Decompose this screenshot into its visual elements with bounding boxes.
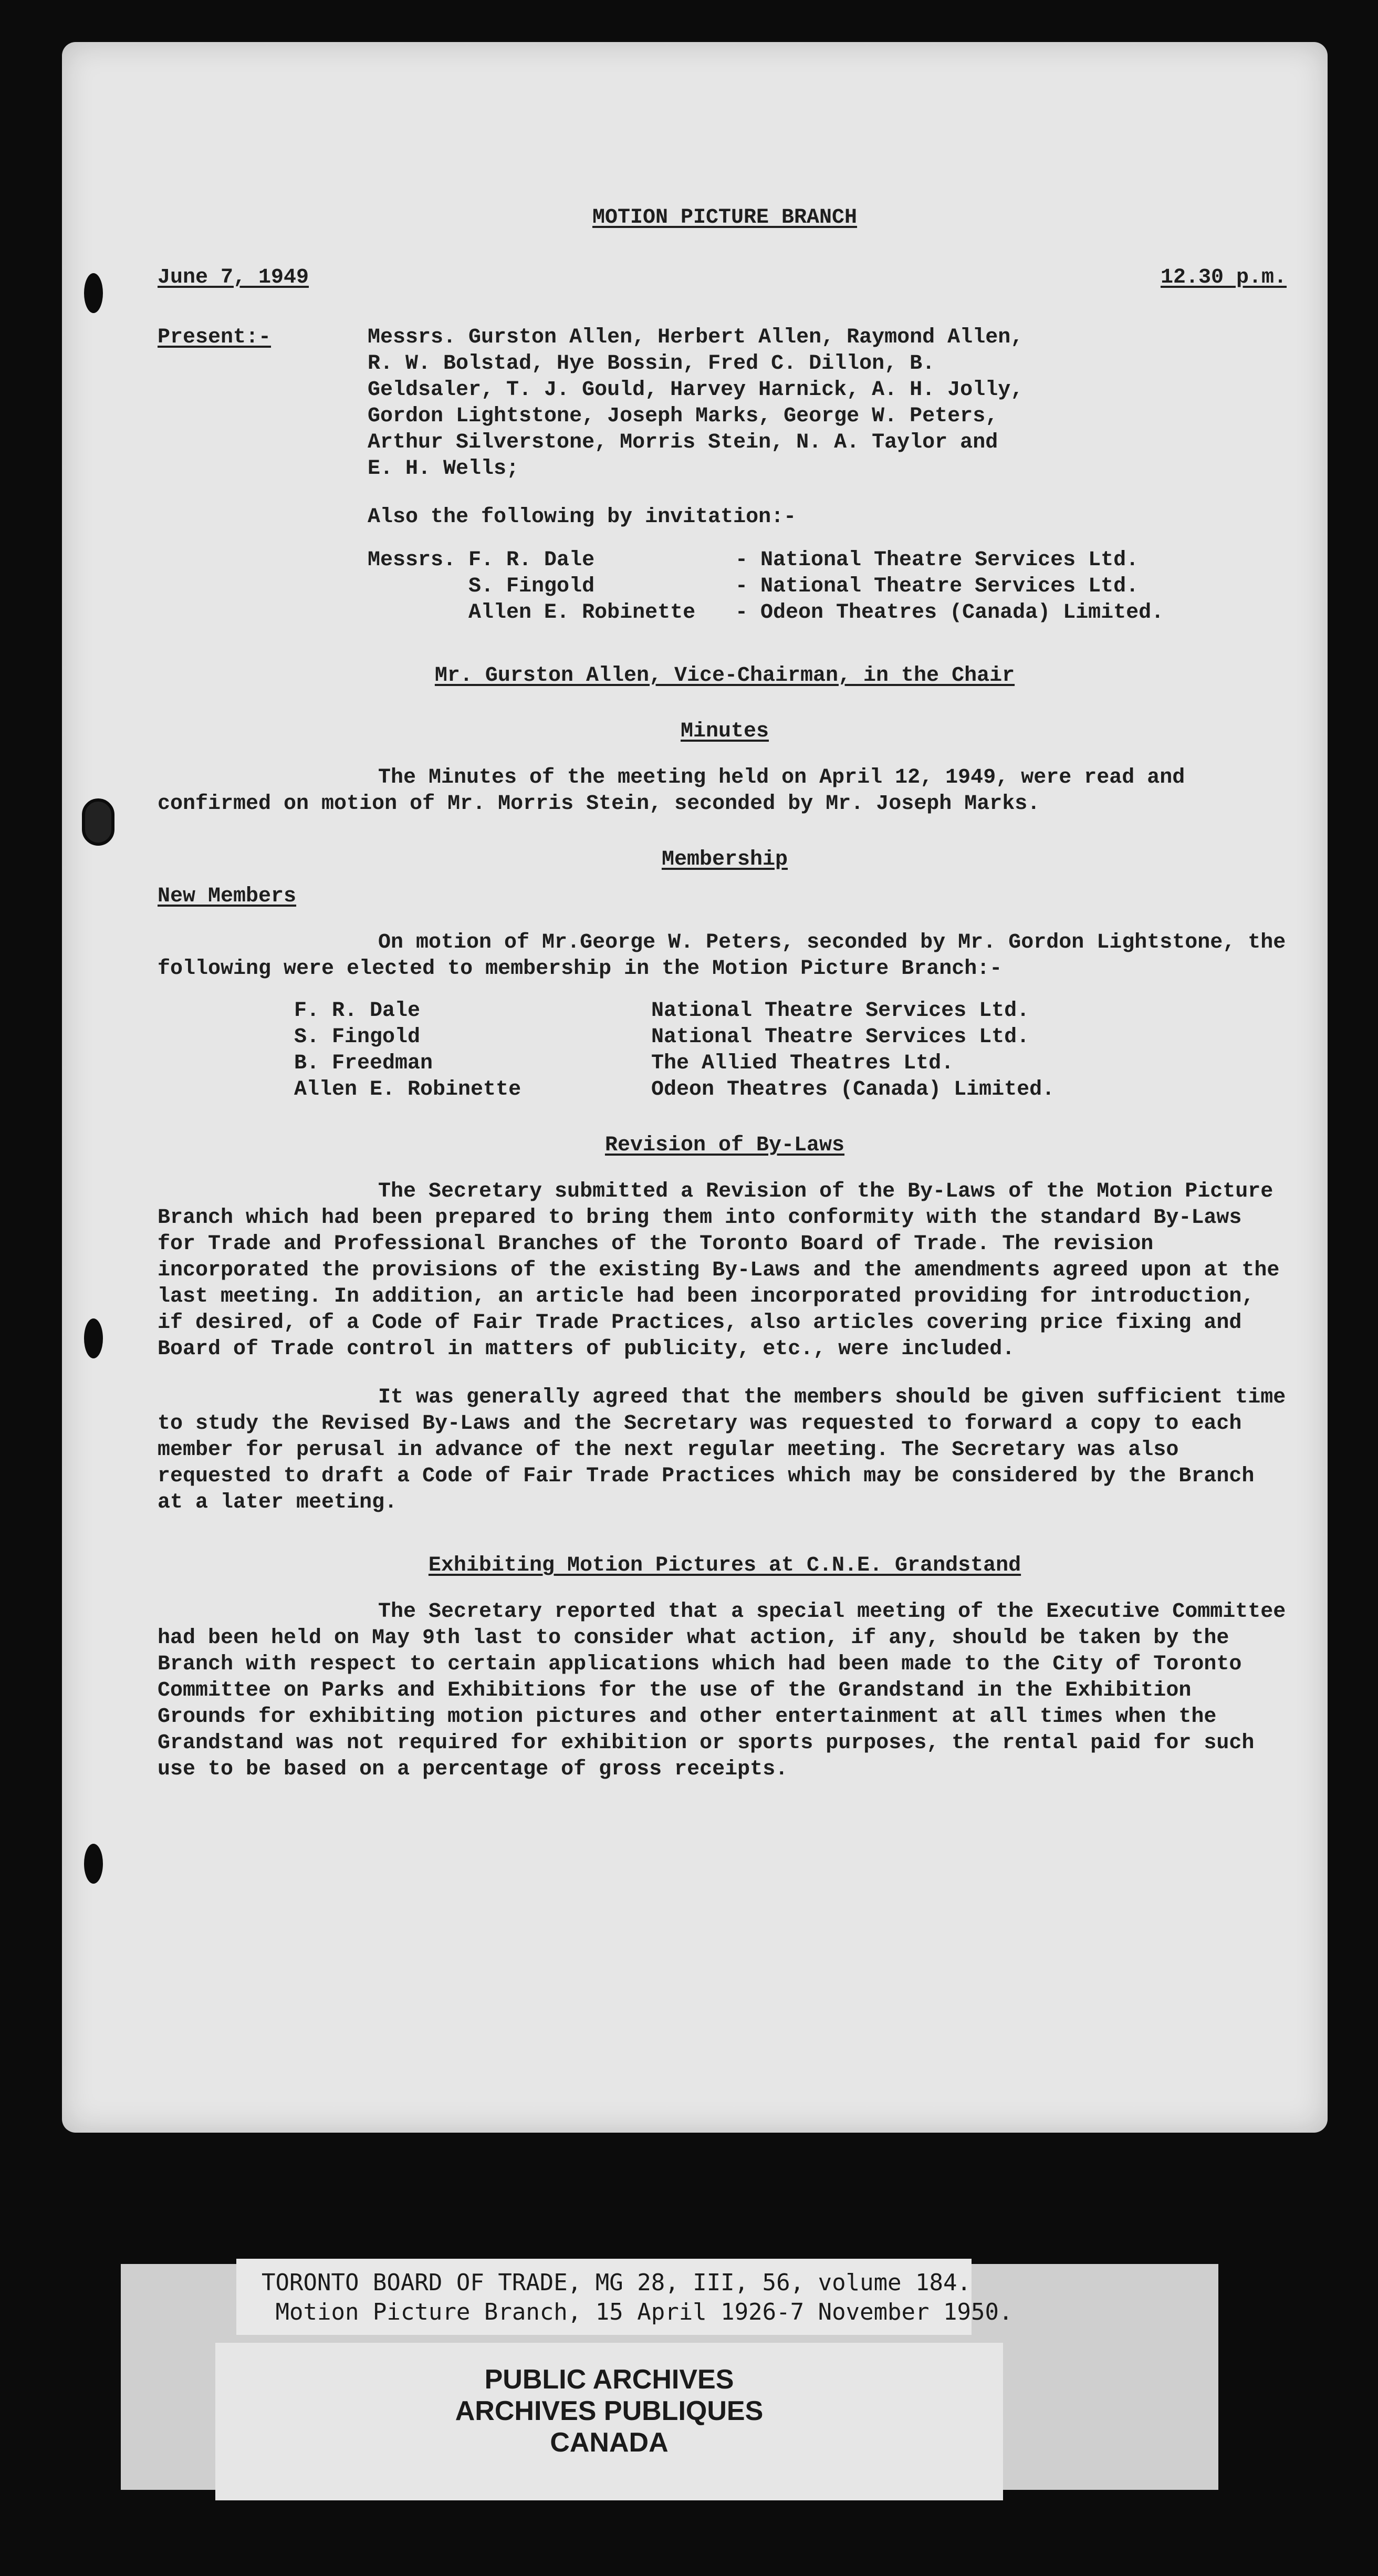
guest-org: - National Theatre Services Ltd.	[735, 548, 1139, 572]
minutes-heading: Minutes	[680, 720, 769, 743]
bylaws-heading: Revision of By-Laws	[604, 1134, 845, 1157]
guest-row	[368, 600, 1292, 626]
archive-reference-line-1: TORONTO BOARD OF TRADE, MG 28, III, 56, volume 184.	[262, 2269, 972, 2296]
minutes-text: The Minutes of the meeting held on April 12, 1949, were read and confirmed on motion of Mr. Morris Stein, seconded by Mr. Joseph Marks.	[158, 766, 1185, 816]
guest-name: S. Fingold	[368, 575, 595, 598]
present-label: Present:-	[158, 326, 272, 349]
meeting-time: 12.30 p.m.	[1160, 266, 1287, 289]
bylaws-paragraph-1: The Secretary submitted a Revision of the By-Laws of the Motion Picture Branch which had been prepared to bring them into conformity with the standard By-Laws for Trade and Professional Branches of the Toronto Board of Trade. The revision incorporated the provisions of the existing By-Laws and the amendments agreed upon at the last meeting. In addition, an article had been incorporated providing for introduction, if desired, of a Code of Fair Trade Practices, also articles covering price fixing and Board of Trade control in matters of publicity, etc., were included.	[158, 1180, 1280, 1361]
new-members-subheading: New Members	[158, 885, 297, 908]
present-section	[158, 325, 1292, 482]
guest-org: - Odeon Theatres (Canada) Limited.	[735, 601, 1164, 625]
membership-heading: Membership	[661, 848, 788, 871]
binder-hole-2	[82, 798, 114, 846]
member-name: B. Freedman	[294, 1052, 433, 1075]
meeting-date: June 7, 1949	[158, 266, 309, 289]
grandstand-text: The Secretary reported that a special meeting of the Executive Committee had been held on May 9th last to consider what action, if any, should be taken by the Branch with respect to certain applications which had been made to the City of Toronto Committee on Parks and Exhibitions for the use of the Grandstand in the Exhibition Grounds for exhibiting motion pictures and other entertainment at all times when the Grandstand was not required for exhibition or sports purposes, the rental paid for such use to be based on a percentage of gross receipts.	[158, 1600, 1286, 1781]
member-row	[294, 1024, 1292, 1051]
bylaws-paragraph-2: It was generally agreed that the members should be given sufficient time to study the Revised By-Laws and the Secretary was requested to forward a copy to each member for perusal in advance of the next regular meeting. The Secretary was also requested to draft a Code of Fair Trade Practices which may be considered by the Branch at a later meeting.	[158, 1386, 1286, 1514]
guest-row	[368, 574, 1292, 600]
binder-hole-1	[84, 273, 103, 313]
member-row	[294, 1051, 1292, 1077]
minutes-document	[158, 205, 1292, 1783]
archives-stamp	[215, 2343, 1003, 2500]
guest-list	[368, 547, 1292, 626]
archives-stamp-line-1: PUBLIC ARCHIVES	[484, 2364, 734, 2395]
guest-org: - National Theatre Services Ltd.	[735, 575, 1139, 598]
new-members-list	[158, 998, 1292, 1103]
member-name: F. R. Dale	[294, 999, 421, 1023]
archive-reference-label	[236, 2259, 1013, 2335]
member-row	[294, 998, 1292, 1024]
member-org: National Theatre Services Ltd.	[651, 999, 1030, 1023]
member-org: Odeon Theatres (Canada) Limited.	[651, 1078, 1055, 1102]
binder-hole-4	[84, 1844, 103, 1884]
member-row	[294, 1077, 1292, 1103]
grandstand-heading: Exhibiting Motion Pictures at C.N.E. Grandstand	[428, 1554, 1021, 1577]
membership-text: On motion of Mr.George W. Peters, seconded by Mr. Gordon Lightstone, the following were elected to membership in the Motion Picture Branch:-	[158, 931, 1286, 981]
archives-stamp-line-3: CANADA	[550, 2427, 669, 2458]
member-name: S. Fingold	[294, 1025, 421, 1049]
member-name: Allen E. Robinette	[294, 1078, 521, 1102]
archives-stamp-line-2: ARCHIVES PUBLIQUES	[455, 2396, 764, 2426]
branch-title: MOTION PICTURE BRANCH	[592, 206, 858, 230]
guest-name: Messrs. F. R. Dale	[368, 548, 595, 572]
guest-row	[368, 547, 1292, 574]
archive-reference-line-2: Motion Picture Branch, 15 April 1926-7 November 1950.	[262, 2299, 1013, 2325]
member-org: National Theatre Services Ltd.	[651, 1025, 1030, 1049]
guest-name: Allen E. Robinette	[368, 601, 696, 625]
present-names: Messrs. Gurston Allen, Herbert Allen, Raymond Allen, R. W. Bolstad, Hye Bossin, Fred C. Dillon, B. Geldsaler, T. J. Gould, Harvey Harnick, A. H. Jolly, Gordon Lightstone, Joseph Marks, George W. Peters, Arthur Silverstone, Morris Stein, N. A. Taylor and E. H. Wells;	[368, 326, 1024, 481]
binder-hole-3	[84, 1318, 103, 1358]
invitation-intro: Also the following by invitation:-	[368, 505, 797, 529]
member-org: The Allied Theatres Ltd.	[651, 1052, 954, 1075]
chair-heading: Mr. Gurston Allen, Vice-Chairman, in the Chair	[434, 664, 1015, 688]
